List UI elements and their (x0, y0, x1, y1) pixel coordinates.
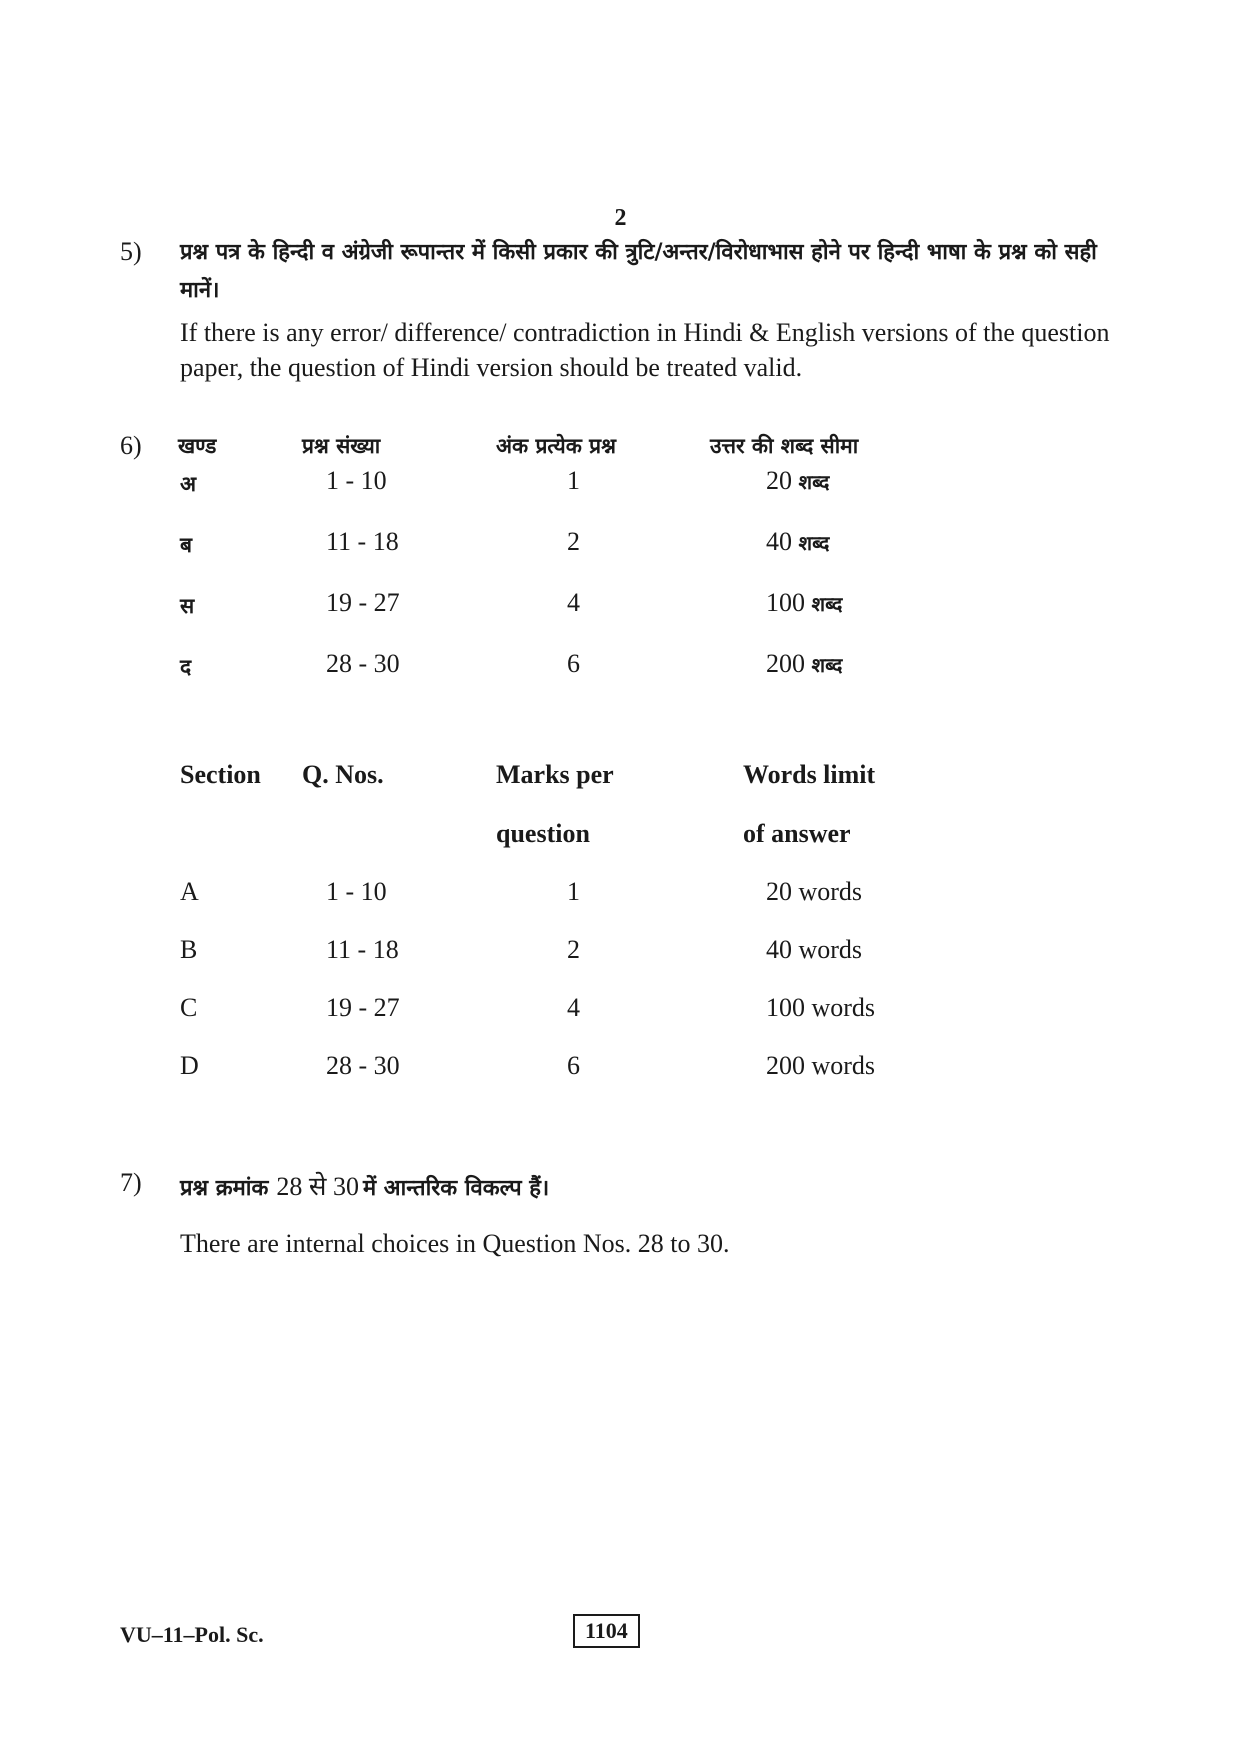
hindi-row-2-limit: 40 शब्द (766, 527, 830, 556)
hindi-row-2-qnos: 11 - 18 (326, 527, 399, 556)
hindi-header-qnos: प्रश्न संख्या (302, 434, 381, 458)
english-row-4-limit: 200 words (766, 1051, 876, 1080)
hindi-row-4-section: द (180, 655, 192, 679)
english-row-3-qnos: 19 - 27 (326, 993, 400, 1022)
page-number: 2 (614, 205, 627, 231)
english-row-3-section: C (180, 993, 198, 1022)
english-row-1-limit: 20 words (766, 877, 863, 906)
hindi-header-section: खण्ड (178, 434, 217, 458)
hindi-row-1-qnos: 1 - 10 (326, 466, 387, 495)
hindi-row-4-qnos: 28 - 30 (326, 649, 400, 678)
hindi-row-3-marks: 4 (567, 588, 580, 617)
hindi-row-3-qnos: 19 - 27 (326, 588, 400, 617)
hindi-row-1-marks: 1 (567, 466, 580, 495)
english-header-section: Section (180, 760, 261, 789)
hindi-header-limit: उत्तर की शब्द सीमा (710, 434, 859, 458)
english-header-marks-line2: question (496, 819, 590, 848)
item-5-number: 5) (120, 237, 142, 266)
english-row-2-qnos: 11 - 18 (326, 935, 399, 964)
english-row-2-marks: 2 (567, 935, 580, 964)
english-row-4-qnos: 28 - 30 (326, 1051, 400, 1080)
english-row-1-qnos: 1 - 10 (326, 877, 387, 906)
english-row-1-marks: 1 (567, 877, 580, 906)
english-header-marks-line1: Marks per (496, 760, 614, 789)
english-header-limit-line1: Words limit (743, 760, 876, 789)
english-header-limit-line2: of answer (743, 819, 851, 848)
item-5-hindi-text: प्रश्न पत्र के हिन्दी व अंग्रेजी रूपान्तर में किसी प्रकार की त्रुटि/अन्तर/विरोधाभास होने पर हिन्दी भाषा के प्रश्न को सही मानें। (180, 240, 1097, 303)
item-7-english-text: There are internal choices in Question Nos. 28 to 30. (180, 1229, 730, 1258)
english-row-2-limit: 40 words (766, 935, 863, 964)
english-row-2-section: B (180, 935, 198, 964)
item-7-number: 7) (120, 1168, 142, 1197)
footer-paper-code: VU–11–Pol. Sc. (120, 1622, 264, 1647)
item-5-english-text: If there is any error/ difference/ contradiction in Hindi & English versions of the question paper, the question of Hindi version should be treated valid. (180, 318, 1110, 382)
english-row-1-section: A (180, 877, 199, 906)
hindi-row-4-limit: 200 शब्द (766, 649, 843, 678)
hindi-row-1-limit: 20 शब्द (766, 466, 830, 495)
english-row-4-section: D (180, 1051, 199, 1080)
english-row-3-marks: 4 (567, 993, 580, 1022)
footer-box-number: 1104 (573, 1614, 640, 1648)
english-row-4-marks: 6 (567, 1051, 580, 1080)
hindi-row-3-section: स (180, 594, 195, 618)
english-header-qnos: Q. Nos. (302, 760, 384, 789)
hindi-row-2-section: ब (180, 533, 192, 557)
item-6-number: 6) (120, 431, 142, 460)
hindi-header-marks: अंक प्रत्येक प्रश्न (496, 434, 616, 458)
item-7-hindi-text: प्रश्न क्रमांक 28 से 30 में आन्तरिक विकल्प हैं। (180, 1172, 550, 1201)
english-row-3-limit: 100 words (766, 993, 876, 1022)
hindi-row-2-marks: 2 (567, 527, 580, 556)
hindi-row-3-limit: 100 शब्द (766, 588, 843, 617)
hindi-row-1-section: अ (180, 472, 197, 496)
hindi-row-4-marks: 6 (567, 649, 580, 678)
